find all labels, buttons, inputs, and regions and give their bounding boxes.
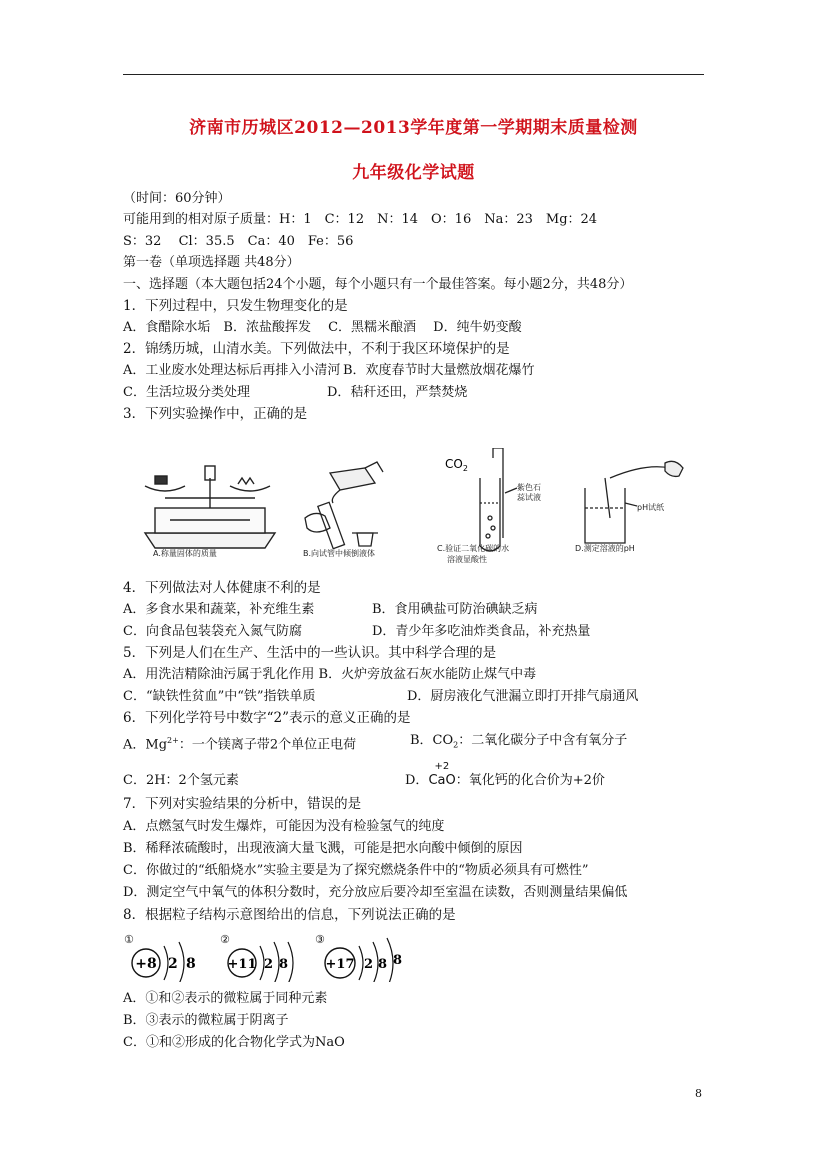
q6-stem: 6．下列化学符号中数字“2”表示的意义正确的是 [123,710,411,726]
header-rule [123,74,704,75]
svg-text:8: 8 [279,957,289,972]
q7-option-c: C．你做过的“纸船烧水”实验主要是为了探究燃烧条件中的“物质必须具有可燃性” [123,863,589,878]
q2-option-d: D．秸秆还田，严禁焚烧 [327,385,468,400]
q2-option-a: A．工业废水处理达标后再排入小清河 [123,363,341,378]
svg-text:②: ② [220,933,230,946]
q3-stem: 3．下列实验操作中，正确的是 [123,406,308,422]
exam-subtitle: 九年级化学试题 [352,163,475,183]
q8-option-b: B．③表示的微粒属于阴离子 [123,1013,289,1028]
q4-option-b: B．食用碘盐可防治碘缺乏病 [372,602,538,617]
q7-option-b: B．稀释浓硫酸时，出现液滴大量飞溅，可能是把水向酸中倾倒的原因 [123,841,523,856]
cao-valence-formula: +2 CaO [428,761,456,788]
q8-option-a: A．①和②表示的微粒属于同种元素 [123,991,328,1006]
litmus-label-1: 紫色石 [517,483,541,492]
particle-3-diagram [315,933,402,982]
caption-d: D.测定溶液的pH [575,544,635,553]
co2-label: $CO_2$ [445,457,468,473]
particle-structure-diagrams [124,932,424,982]
q6-option-a: A．$Mg^{2+}$：一个镁离子带2个单位正电荷 [123,736,357,753]
ph-paper-label: pH试纸 [637,503,665,512]
q4-option-a: A．多食水果和蔬菜，补充维生素 [123,602,315,617]
q3-experiment-figure [125,448,700,568]
exam-time: （时间：60分钟） [123,191,231,206]
q6-option-b: B．$CO_2$：二氧化碳分子中含有氧分子 [410,733,628,750]
q1-options: A．食醋除水垢 B．浓盐酸挥发 C．黑糯米酿酒 D．纯牛奶变酸 [123,320,522,335]
q6-option-d: D． +2 CaO：氧化钙的化合价为+2价 [405,771,605,791]
q7-option-d: D．测定空气中氧气的体积分数时，充分放应后要冷却至室温在读数，否则测量结果偏低 [123,885,628,900]
q8-option-c: C．①和②形成的化合物化学式为NaO [123,1035,345,1050]
q1-stem: 1．下列过程中，只发生物理变化的是 [123,298,348,314]
q8-stem: 8．根据粒子结构示意图给出的信息，下列说法正确的是 [123,907,456,923]
q5-options-ab: A．用洗洁精除油污属于乳化作用 B．火炉旁放盆石灰水能防止煤气中毒 [123,667,537,682]
caption-b: B.向试管中倾倒液体 [303,549,376,558]
part-instructions: 一、选择题（本大题包括24个小题，每个小题只有一个最佳答案。每小题2分，共48分） [123,277,633,292]
svg-text:①: ① [124,933,134,946]
svg-text:8: 8 [186,956,196,972]
particle-2-diagram [220,933,293,982]
svg-text:8: 8 [378,957,388,972]
q4-option-d: D．青少年多吃油炸类食品，补充热量 [372,624,591,639]
svg-text:2: 2 [364,957,374,972]
svg-text:8: 8 [393,953,403,968]
exam-title: 济南市历城区2012—2013学年度第一学期期末质量检测 [189,118,638,138]
caption-c-line1: C.验证二氧化碳的水 [437,544,510,553]
q6-option-c: C．2H：2个氢元素 [123,773,239,788]
q2-option-c: C．生活垃圾分类处理 [123,385,250,400]
balance-illustration [145,466,275,548]
q7-stem: 7．下列对实验结果的分析中，错误的是 [123,796,362,812]
q5-option-d: D．厨房液化气泄漏立即打开排气扇通风 [407,689,639,704]
q5-stem: 5．下列是人们在生产、生活中的一些认识。其中科学合理的是 [123,645,497,661]
litmus-label-2: 蕊试液 [517,493,541,502]
q2-option-b: B．欢度春节时大量燃放烟花爆竹 [343,363,535,378]
svg-text:+11: +11 [227,957,257,972]
svg-text:+8: +8 [135,956,157,972]
section-heading: 第一卷（单项选择题 共48分） [123,255,300,270]
ph-test-illustration [585,461,683,543]
q4-stem: 4．下列做法对人体健康不利的是 [123,580,321,596]
co2-litmus-illustration [480,448,517,551]
svg-text:2: 2 [168,956,178,972]
atomic-mass-line-1: 可能用到的相对原子质量：H：1 C：12 N：14 O：16 Na：23 Mg：24 [123,212,598,227]
q2-stem: 2．锦绣历城，山清水美。下列做法中，不利于我区环境保护的是 [123,341,510,357]
svg-text:③: ③ [315,933,325,946]
svg-text:+17: +17 [325,957,355,972]
svg-text:2: 2 [264,957,274,972]
atomic-mass-line-2: S：32 Cl：35.5 Ca：40 Fe：56 [123,234,354,249]
caption-a: A.称量固体的质量 [153,549,217,558]
q5-option-c: C．“缺铁性贫血”中“铁”指铁单质 [123,689,316,704]
pouring-illustration [305,462,383,549]
q7-option-a: A．点燃氢气时发生爆炸，可能因为没有检验氢气的纯度 [123,819,445,834]
q4-option-c: C．向食品包装袋充入氮气防腐 [123,624,302,639]
caption-c-line2: 溶液显酸性 [447,555,487,564]
particle-1-diagram [124,933,196,982]
page-number: 8 [695,1087,702,1100]
